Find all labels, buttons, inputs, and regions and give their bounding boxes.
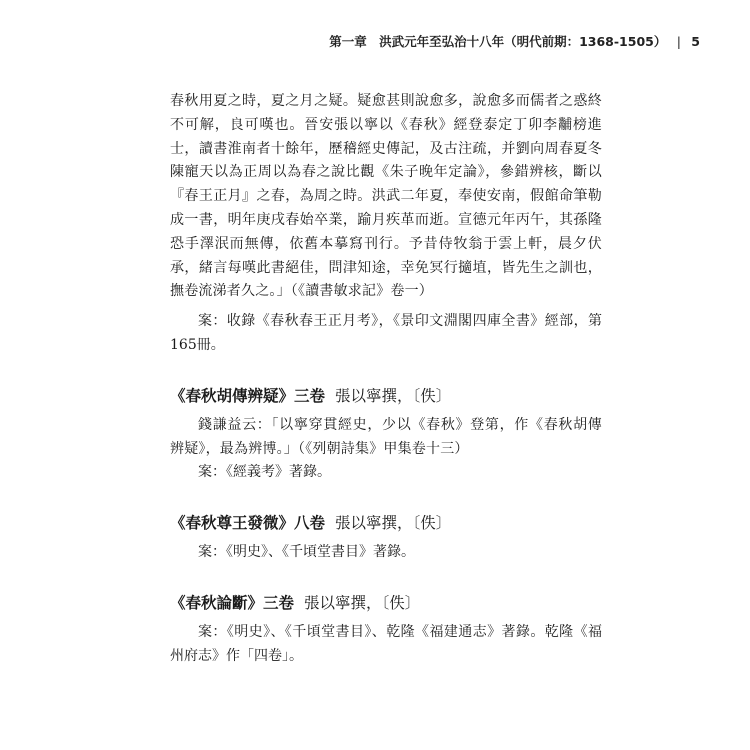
opening-paragraph: 春秋用夏之時，夏之月之疑。疑愈甚則說愈多，說愈多而儒者之惑終不可解，良可嘆也。晉安張以寧以《春秋》經登泰定丁卯李黼榜進士，讀書淮南者十餘年，歷稽經史傳記，及古注疏，并劉向周春夏冬陳寵天以為正周以為春之說比觀《朱子晚年定論》，參錯辨核，斷以『春王正月』之春，為周之時。洪武二年夏，奉使安南，假館命筆勒成一書，明年庚戌春始卒業，踰月疾革而逝。宣德元年丙午，其孫隆恐手澤泯而無傳，依舊本摹寫刊行。予昔侍牧翁于雲上軒，晨夕伏承，緒言每嘆此書絕佳，問津知途，幸免冥行擿埴，皆先生之訓也，撫卷流涕者久之。」（《讀書敏求記》卷一） — [170, 93, 602, 300]
book-title: 《春秋尊王發微》八卷 — [170, 513, 326, 533]
book-author: 張以寧撰，〔佚〕 — [335, 514, 452, 533]
running-header — [0, 32, 700, 50]
entry — [170, 511, 602, 565]
book-author: 張以寧撰，〔佚〕 — [335, 386, 452, 405]
entry-note: 案：《明史》、《千頃堂書目》著錄。 — [198, 544, 415, 561]
page-number: 5 — [691, 34, 700, 49]
entry-title — [170, 384, 602, 408]
entry-paragraph: 錢謙益云：「以寧穿貫經史，少以《春秋》登第，作《春秋胡傳辨疑》，最為辨博。」（《列朝詩集》甲集卷十三） — [170, 416, 602, 457]
header-separator: | — [676, 34, 681, 49]
book-title: 《春秋論斷》三卷 — [170, 592, 295, 612]
book-author: 張以寧撰，〔佚〕 — [304, 593, 421, 612]
header-chapter: 第一章 — [329, 34, 367, 49]
entry-note: 案：《經義考》著錄。 — [198, 464, 331, 481]
page-body — [170, 90, 602, 669]
header-title: 洪武元年至弘治十八年（明代前期：1368-1505） — [379, 34, 667, 49]
entry-note: 案：《明史》、《千頃堂書目》、乾隆《福建通志》著錄。乾隆《福州府志》作「四卷」。 — [170, 623, 602, 664]
entry — [170, 384, 602, 485]
book-title: 《春秋胡傳辨疑》三卷 — [170, 385, 326, 405]
entry — [170, 591, 602, 669]
entry-title — [170, 591, 602, 615]
entry-title — [170, 511, 602, 535]
opening-note: 案：收錄《春秋春王正月考》，《景印文淵閣四庫全書》經部，第165冊。 — [170, 313, 602, 353]
